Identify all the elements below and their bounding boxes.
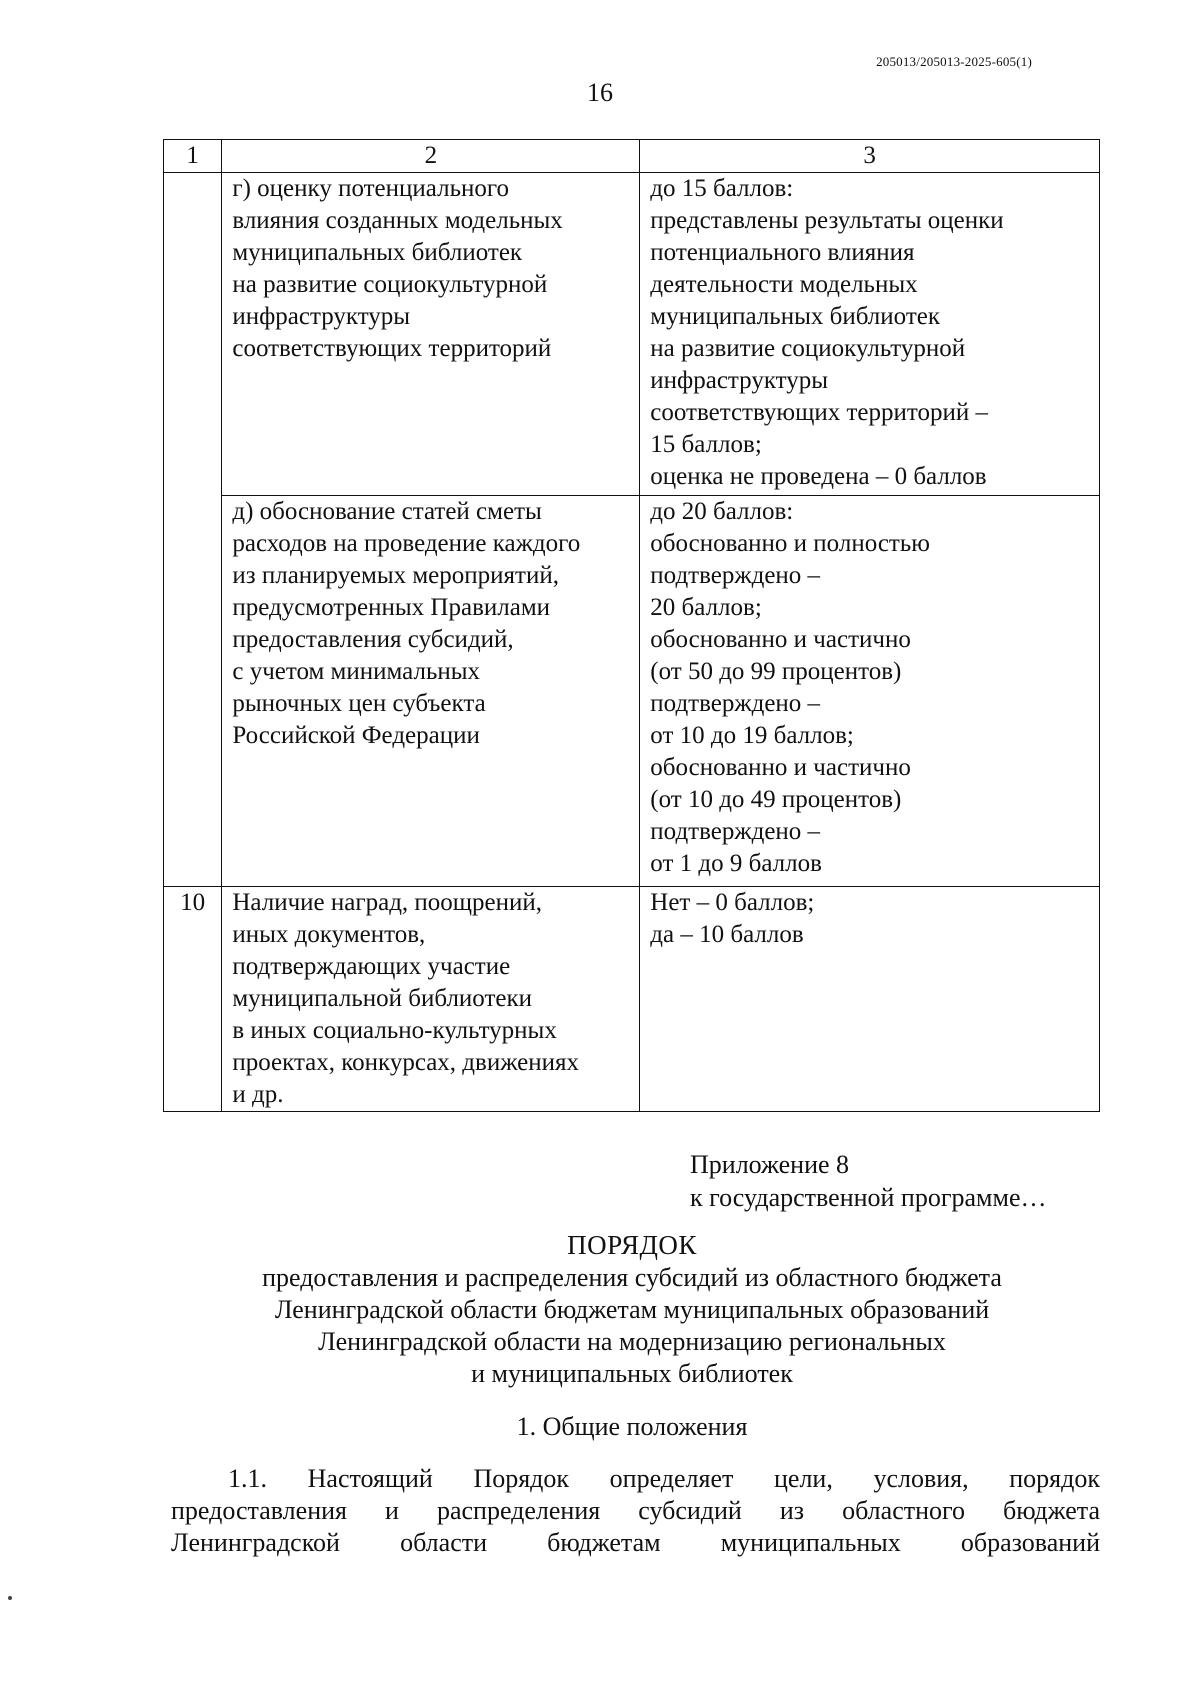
cell-line: проектах, конкурсах, движениях: [232, 1049, 580, 1076]
cell-line: влияния созданных модельных: [232, 207, 563, 234]
table-row: [164, 173, 1100, 496]
paragraph-line: предоставления и распределения субсидий из областного бюджета: [171, 1496, 1100, 1525]
cell-line: обоснованно и полностью: [650, 530, 930, 557]
cell-line: на развитие социокультурной: [232, 271, 548, 298]
cell-line: на развитие социокультурной: [650, 335, 966, 362]
cell-line: представлены результаты оценки: [650, 207, 1004, 234]
cell-line: Нет – 0 баллов;: [650, 889, 815, 916]
cell-line: 15 баллов;: [650, 431, 762, 458]
table-header-cell: 3: [640, 140, 1100, 173]
table-header-cell: 2: [222, 140, 640, 173]
cell-line: иных документов,: [232, 921, 426, 948]
cell-line: предоставления субсидий,: [232, 626, 514, 653]
scan-artifact: [8, 1596, 12, 1600]
cell-line: муниципальной библиотеки: [232, 985, 533, 1012]
subtitle-line: Ленинградской области на модернизацию региональных: [318, 1327, 946, 1356]
cell-line: обоснованно и частично: [650, 626, 911, 653]
cell-line: из планируемых мероприятий,: [232, 562, 559, 589]
subtitle-line: предоставления и распределения субсидий из областного бюджета: [262, 1263, 1002, 1292]
cell-line: Наличие наград, поощрений,: [232, 889, 543, 916]
appendix-reference: [690, 1148, 1047, 1214]
order-subtitle: [0, 1262, 1200, 1390]
cell-line: от 1 до 9 баллов: [650, 850, 822, 877]
criteria-table: [163, 139, 1100, 1112]
criterion-cell: [222, 887, 640, 1112]
appendix-line: Приложение 8: [690, 1150, 850, 1179]
cell-line: муниципальных библиотек: [232, 239, 523, 266]
paragraph-line: 1.1. Настоящий Порядок определяет цели, условия, порядок: [228, 1464, 1100, 1493]
cell-line: (от 10 до 49 процентов): [650, 786, 902, 813]
cell-line: д) обоснование статей сметы: [232, 498, 542, 525]
cell-line: до 20 баллов:: [650, 498, 794, 525]
cell-line: Российской Федерации: [232, 722, 480, 749]
table-row: [164, 887, 1100, 1112]
cell-line: потенциального влияния: [650, 239, 915, 266]
cell-line: рыночных цен субъекта: [232, 690, 486, 717]
cell-line: деятельности модельных: [650, 271, 918, 298]
score-cell: [640, 173, 1100, 496]
cell-line: и др.: [232, 1081, 284, 1108]
subtitle-line: и муниципальных библиотек: [471, 1359, 793, 1388]
cell-line: г) оценку потенциального: [232, 175, 509, 202]
cell-line: от 10 до 19 баллов;: [650, 722, 854, 749]
row-number-cell: [164, 173, 222, 496]
cell-line: подтверждено –: [650, 818, 821, 845]
cell-line: подтверждающих участие: [232, 953, 511, 980]
appendix-line: к государственной программе…: [690, 1183, 1047, 1212]
row-number-cell: [164, 496, 222, 887]
cell-line: (от 50 до 99 процентов): [650, 658, 902, 685]
order-title: ПОРЯДОК: [567, 1230, 697, 1260]
paragraph-line: Ленинградской области бюджетам муниципальных образований: [171, 1528, 1100, 1557]
body-paragraph: [171, 1463, 1100, 1559]
cell-line: подтверждено –: [650, 562, 821, 589]
cell-line: до 15 баллов:: [650, 175, 794, 202]
table-header-cell: 1: [164, 140, 222, 173]
subtitle-line: Ленинградской области бюджетам муниципальных образований: [274, 1295, 990, 1324]
score-cell: [640, 887, 1100, 1112]
cell-line: обоснованно и частично: [650, 754, 911, 781]
section-title: 1. Общие положения: [516, 1412, 748, 1441]
cell-line: соответствующих территорий: [232, 335, 552, 362]
document-id: 205013/205013-2025-605(1): [876, 54, 1032, 69]
cell-line: оценка не проведена – 0 баллов: [650, 463, 987, 490]
cell-line: подтверждено –: [650, 690, 821, 717]
table-header-row: [164, 140, 1100, 173]
cell-line: да – 10 баллов: [650, 921, 804, 948]
cell-line: расходов на проведение каждого: [232, 530, 581, 557]
criterion-cell: [222, 496, 640, 887]
cell-line: инфраструктуры: [232, 303, 411, 330]
criterion-cell: [222, 173, 640, 496]
cell-line: в иных социально-культурных: [232, 1017, 557, 1044]
table-row: [164, 496, 1100, 887]
page-number: 16: [587, 78, 613, 107]
score-cell: [640, 496, 1100, 887]
cell-line: соответствующих территорий –: [650, 399, 988, 426]
cell-line: муниципальных библиотек: [650, 303, 941, 330]
cell-line: 20 баллов;: [650, 594, 762, 621]
row-number-cell: 10: [164, 887, 222, 1112]
cell-line: предусмотренных Правилами: [232, 594, 551, 621]
cell-line: инфраструктуры: [650, 367, 829, 394]
cell-line: с учетом минимальных: [232, 658, 481, 685]
